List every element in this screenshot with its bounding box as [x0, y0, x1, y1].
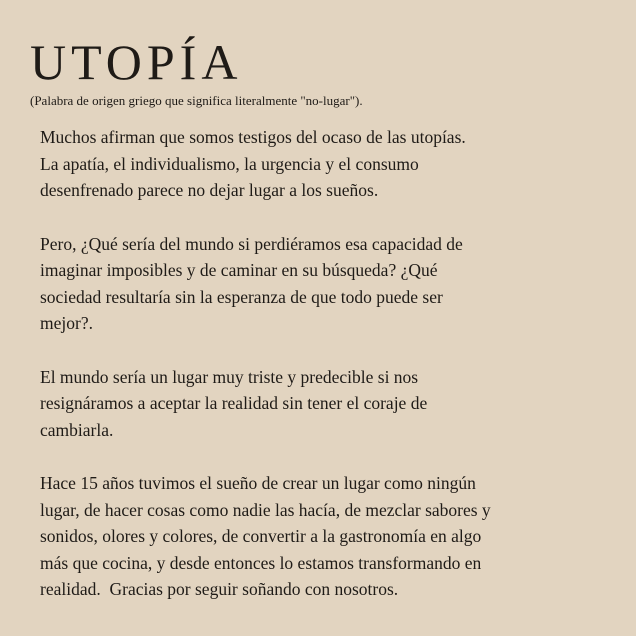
- line: más que cocina, y desde entonces lo estamos transformando en: [40, 552, 482, 573]
- line: resignáramos a aceptar la realidad sin tener el coraje de: [40, 393, 428, 413]
- line: mejor?.: [40, 313, 93, 333]
- line: Pero, ¿Qué sería del mundo si perdiéramos esa capacidad de: [40, 233, 463, 254]
- line: lugar, de hacer cosas como nadie las hacía, de mezclar sabores y: [40, 499, 491, 520]
- line: realidad. Gracias por seguir soñando con nosotros.: [40, 579, 399, 599]
- paragraph-3: [40, 364, 600, 444]
- line: sociedad resultaría sin la esperanza de que todo puede ser: [40, 286, 443, 307]
- line: Muchos afirman que somos testigos del ocaso de las utopías.: [40, 127, 466, 147]
- page-title: UTOPÍA: [30, 34, 243, 90]
- body-text: [40, 124, 600, 630]
- line: cambiarla.: [40, 419, 114, 440]
- line: El mundo sería un lugar muy triste y predecible si nos: [40, 366, 419, 387]
- line: desenfrenado parece no dejar lugar a los sueños.: [40, 180, 379, 200]
- line: Hace 15 años tuvimos el sueño de crear un lugar como ningún: [40, 473, 476, 493]
- paragraph-4: [40, 470, 600, 603]
- paragraph-1: [40, 124, 600, 204]
- subtitle: (Palabra de origen griego que significa literalmente "no-lugar").: [30, 93, 363, 108]
- line: imaginar imposibles y de caminar en su búsqueda? ¿Qué: [40, 260, 438, 280]
- line: La apatía, el individualismo, la urgencia y el consumo: [40, 153, 419, 174]
- line: sonidos, olores y colores, de convertir a la gastronomía en algo: [40, 526, 482, 546]
- paragraph-2: [40, 231, 600, 337]
